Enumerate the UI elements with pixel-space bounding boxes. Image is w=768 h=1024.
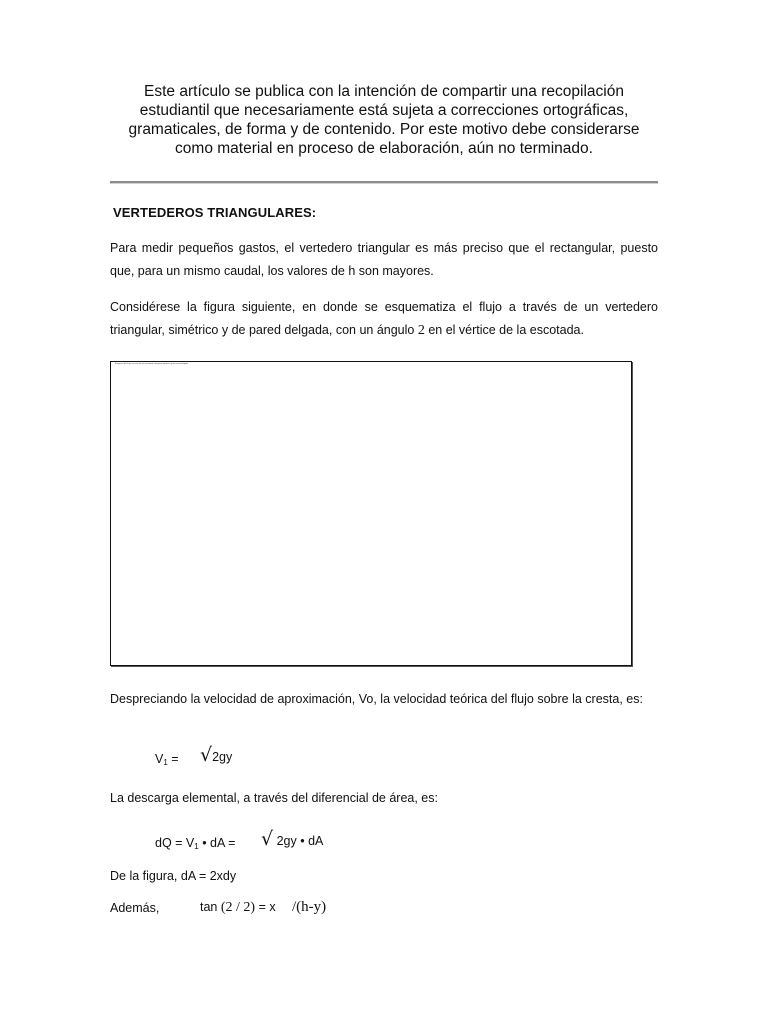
eq-radicand: 2gy • dA <box>276 834 324 848</box>
equation-tangent-rhs: /(h-y) <box>292 899 327 915</box>
disclaimer-line: Este artículo se publica con la intención de compartir una recopilación <box>144 83 624 100</box>
equation-tangent <box>200 900 276 916</box>
eq-part: • dA = <box>198 836 236 850</box>
disclaimer-line: como material en proceso de elaboración, aún no terminado. <box>175 140 593 157</box>
figure-caption: Esquema del flujo a través de un vertedero triangular simétrico y de pared delgada <box>115 363 189 365</box>
equation-discharge <box>155 836 235 851</box>
equation-discharge-root <box>261 828 323 850</box>
eq-radicand: 2gy <box>212 750 233 764</box>
sqrt-icon: √ <box>261 828 274 850</box>
paragraph-velocity: Despreciando la velocidad de aproximación, Vo, la velocidad teórica del flujo sobre la cresta, es: <box>110 692 643 706</box>
disclaimer-line: estudiantil que necesariamente está sujeta a correcciones ortográficas, <box>139 102 629 119</box>
eq-lhs: V <box>155 752 164 766</box>
eq-subscript: 1 <box>194 842 199 851</box>
eq-sign: = x <box>255 900 276 914</box>
eq-sign: = <box>167 752 179 766</box>
paragraph-figure-reference <box>110 296 658 342</box>
equation-velocity-root <box>200 744 232 766</box>
paragraph-text: Considérese la figura siguiente, en donde se esquematiza el flujo a través de un vertedero triangular, simétrico y de pared delgada, con un ángulo <box>110 300 658 337</box>
eq-tan: tan <box>200 900 218 914</box>
section-heading: VERTEDEROS TRIANGULARES: <box>113 205 317 220</box>
sqrt-icon: √ <box>200 744 213 766</box>
figure-placeholder <box>110 361 632 666</box>
angle-symbol: 2 <box>417 323 425 338</box>
eq-part: dQ = V <box>155 836 195 850</box>
paragraph-discharge: La descarga elemental, a través del diferencial de área, es: <box>110 791 438 805</box>
paragraph-intro: Para medir pequeños gastos, el vertedero triangular es más preciso que el rectangular, puesto que, para un mismo caudal, los valores de h son mayores. <box>110 241 658 278</box>
paragraph-area: De la figura, dA = 2xdy <box>110 869 237 883</box>
equation-velocity <box>155 752 179 767</box>
disclaimer-line: gramaticales, de forma y de contenido. Por este motivo debe considerarse <box>128 121 640 138</box>
disclaimer-paragraph <box>110 82 658 158</box>
paragraph-text: en el vértice de la escotada. <box>424 323 584 337</box>
eq-tan-argument: (2 / 2) <box>220 900 256 915</box>
horizontal-divider <box>110 181 658 184</box>
equation-tangent-label: Además, <box>110 901 160 915</box>
eq-lhs-subscript: 1 <box>163 758 168 767</box>
